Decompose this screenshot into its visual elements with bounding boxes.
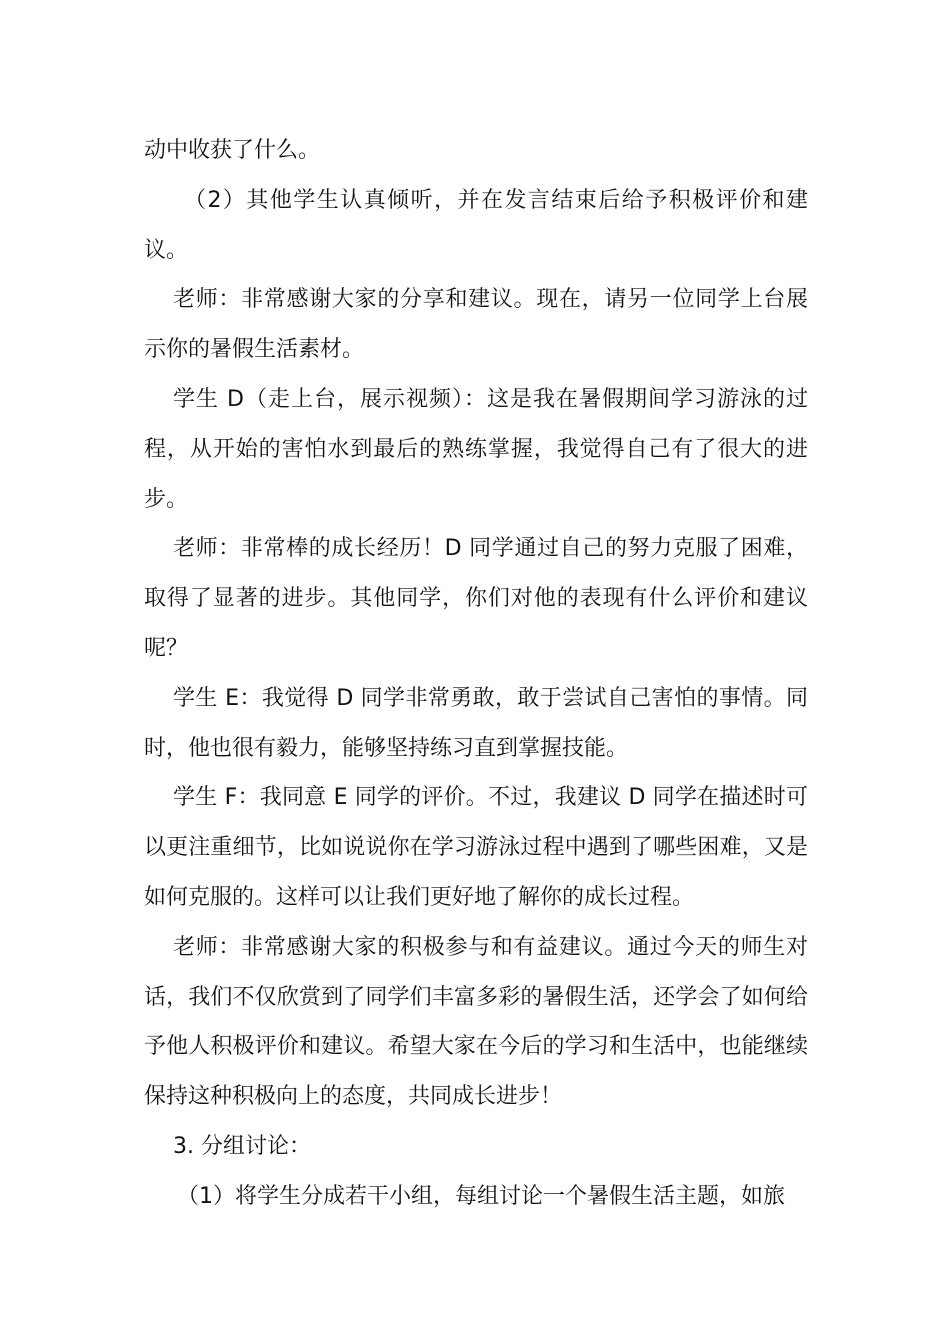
paragraph-teacher-praise: 老师：非常棒的成长经历！D 同学通过自己的努力克服了困难，取得了显著的进步。其他同学，你们对他的表现有什么评价和建议呢？ [144,536,808,661]
paragraph-group-instruction: （1）将学生分成若干小组，每组讨论一个暑假生活主题，如旅 [177,1183,785,1209]
paragraph-continuation: 动中收获了什么。 [144,138,321,163]
paragraph-student-d: 学生 D（走上台，展示视频）：这是我在暑假期间学习游泳的过程，从开始的害怕水到最后的熟练掌握，我觉得自己有了很大的进步。 [144,386,808,512]
paragraph-listening-instruction: （2）其他学生认真倾听，并在发言结束后给予积极评价和建议。 [144,187,808,263]
paragraph-teacher-summary: 老师：非常感谢大家的积极参与和有益建议。通过今天的师生对话，我们不仅欣赏到了同学们丰富多彩的暑假生活，还学会了如何给予他人积极评价和建议。希望大家在今后的学习和生活中，也能继续保持这种积极向上的态度，共同成长进步！ [144,934,808,1110]
paragraph-teacher-invite: 老师：非常感谢大家的分享和建议。现在，请另一位同学上台展示你的暑假生活素材。 [144,287,808,363]
section-heading-group-discussion: 3. 分组讨论： [173,1133,311,1159]
document-body [144,126,808,1222]
paragraph-student-f: 学生 F：我同意 E 同学的评价。不过，我建议 D 同学在描述时可以更注重细节，比如说说你在学习游泳过程中遇到了哪些困难，又是如何克服的。这样可以让我们更好地了解你的成长过程。 [144,785,808,910]
paragraph-student-e: 学生 E：我觉得 D 同学非常勇敢，敢于尝试自己害怕的事情。同时，他也很有毅力，能够坚持练习直到掌握技能。 [144,685,808,761]
